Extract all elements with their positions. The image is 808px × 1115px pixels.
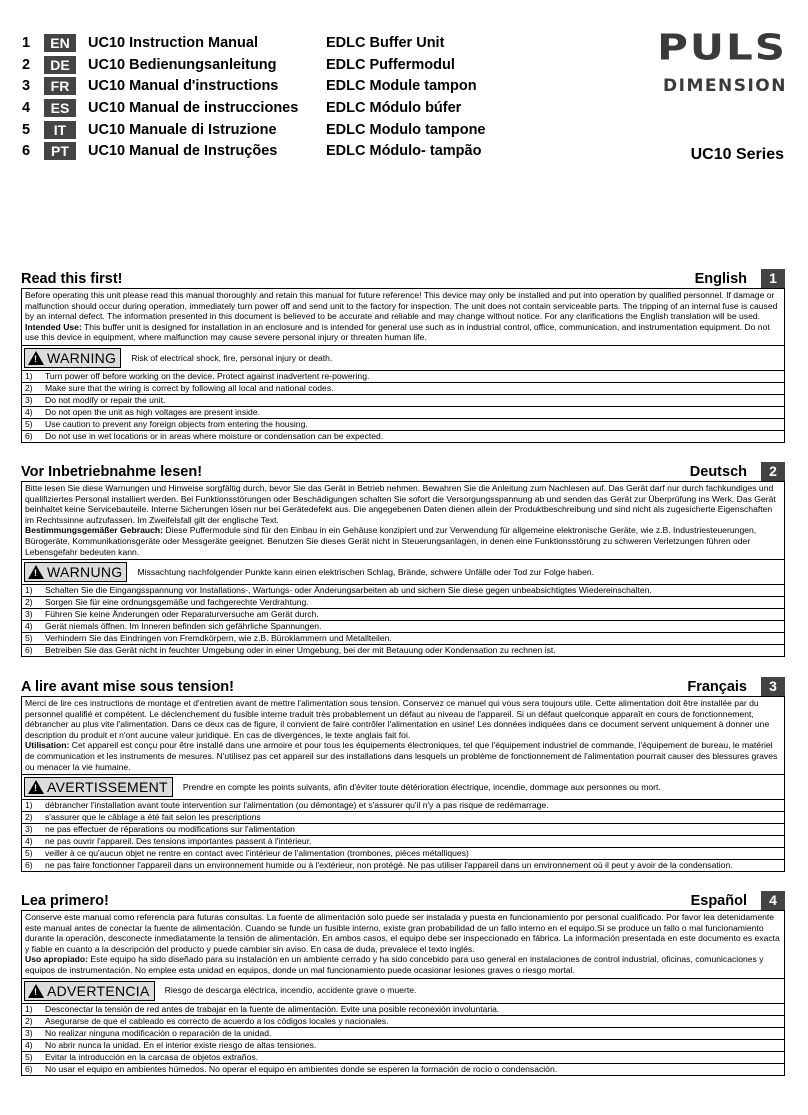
list-item-number: 2): [25, 1015, 33, 1026]
section-title: Read this first!: [21, 271, 123, 287]
list-item-text: Turn power off before working on the device. Protect against inadvertent re-powering.: [45, 370, 370, 381]
language-code-badge: IT: [44, 121, 76, 139]
list-item-text: No usar el equipo en ambientes húmedos. No operar el equipo en ambientes donde se esperen la formación de rocío o condensación.: [45, 1063, 558, 1074]
section-number-badge: 3: [761, 677, 785, 696]
list-item-text: Schalten Sie die Eingangsspannung vor Installations-, Wartungs- oder Änderungsarbeiten ab und sichern Sie diese gegen unbeabsichtigtes Wiedereinschalten.: [45, 585, 652, 596]
list-item-number: 2): [25, 597, 33, 608]
manual-title: UC10 Bedienungsanleitung: [88, 56, 277, 73]
warning-text: Missachtung nachfolgender Punkte kann einen elektrischen Schlag, Brände, schwere Unfälle oder Tod zur Folge haben.: [137, 566, 595, 577]
list-item-number: 1): [25, 1003, 33, 1014]
section-language: Español: [690, 893, 747, 909]
warning-row: [22, 560, 784, 585]
warning-box: [24, 981, 155, 1001]
warning-box: [24, 777, 173, 797]
list-item: [22, 848, 784, 860]
language-code-badge: FR: [44, 77, 76, 95]
list-item: [22, 860, 784, 871]
list-item-number: 2): [25, 382, 33, 393]
list-item-text: Gerät niemals öffnen. Im Inneren befinden sich gefährliche Spannungen.: [45, 621, 322, 632]
list-item-text: Do not use in wet locations or in areas where moisture or condensation can be expected.: [45, 430, 384, 441]
list-item-text: Betreiben Sie das Gerät nicht in feuchter Umgebung oder in einer Umgebung, bei der mit Betauung oder Kondensation zu rechnen ist.: [45, 645, 556, 656]
list-item-text: Verhindern Sie das Eindringen von Fremdkörpern, wie z.B. Büroklammern und Metallteilen.: [45, 633, 392, 644]
section-language: Français: [687, 679, 747, 695]
list-item-text: veiller à ce qu'aucun objet ne rentre en contact avec l'intérieur de l'alimentation (trombones, pièces métalliques): [45, 848, 469, 859]
list-item-text: Desconectar la tensión de red antes de trabajar en la fuente de alimentación. Evite una posible reconexión involuntaria.: [45, 1003, 500, 1014]
language-number: 6: [22, 143, 31, 160]
list-item: [22, 609, 784, 621]
manual-title: UC10 Manual d'instructions: [88, 78, 279, 95]
section-deutsch: [21, 461, 785, 657]
list-item: [22, 1064, 784, 1075]
language-row-en: [22, 32, 502, 54]
list-item: [22, 383, 784, 395]
intended-use-label: Intended Use:: [25, 321, 82, 332]
list-item-text: Sorgen Sie für eine ordnungsgemäße und fachgerechte Verdrahtung.: [45, 597, 309, 608]
section-header: [21, 676, 785, 697]
section-number-badge: 4: [761, 891, 785, 910]
warning-text: Riesgo de descarga eléctrica, incendio, accidente grave o muerte.: [164, 985, 417, 996]
list-item-text: Make sure that the wiring is correct by following all local and national codes.: [45, 382, 334, 393]
section-body: [21, 289, 785, 443]
intended-use-label: Bestimmungsgemäßer Gebrauch:: [25, 525, 164, 536]
list-item-number: 3): [25, 1027, 33, 1038]
series-label: UC10 Series: [690, 146, 784, 163]
intended-use-text: This buffer unit is designed for installation in an enclosure and is intended for general use such as in industrial control, office, communication, and instrumentation equipment. Do not use this device in equipment, where malfunction may cause severe personal injury or threaten human life.: [25, 321, 770, 343]
warning-box: [24, 348, 121, 368]
intro-text-block: [22, 482, 784, 560]
section-language: Deutsch: [689, 464, 747, 480]
language-code-badge: EN: [44, 34, 76, 52]
section-number-badge: 1: [761, 269, 785, 288]
language-number: 5: [22, 121, 31, 138]
logo-subtitle: DIMENSION: [663, 76, 787, 96]
list-item: [22, 621, 784, 633]
language-code-badge: DE: [44, 56, 76, 74]
warning-triangle-icon: !: [28, 984, 44, 998]
manual-title: UC10 Instruction Manual: [88, 34, 258, 51]
list-item: [22, 1028, 784, 1040]
warning-triangle-icon: !: [28, 780, 44, 794]
warning-label: ADVERTENCIA: [47, 982, 150, 999]
product-name: EDLC Puffermodul: [326, 56, 455, 73]
warning-label: WARNUNG: [47, 564, 123, 581]
list-item-number: 1): [25, 800, 33, 811]
intended-use-label: Uso apropiado:: [25, 954, 89, 965]
language-code-badge: ES: [44, 99, 76, 117]
manual-title: UC10 Manuale di Istruzione: [88, 121, 277, 138]
warning-box: [24, 562, 127, 582]
section-francais: [21, 676, 785, 872]
list-item-number: 4): [25, 836, 33, 847]
warning-label: WARNING: [47, 349, 117, 366]
brand-logo: [632, 28, 787, 96]
intended-use-paragraph: [25, 525, 781, 557]
list-item-number: 2): [25, 812, 33, 823]
intro-paragraph: Conserve este manual como referencia para futuras consultas. La fuente de alimentación solo puede ser instalada y puesta en funcionamiento por personal cualificado. Por favor lea detenidamente este manual antes de conectar la fuente de alimentación. Cuando se funde un fusible interno, existe gran probabilidad de un fallo interno en el equipo.Si se produce un fallo o mal funcionamiento durante la operación, desconecte inmediatamente la tensión de alimentación. En ambos casos, el equipo debe ser inspeccionado en fábrica. La información presentada en este documento es exacta y fiable en cuanto a la descripción del producto y puede cambiar sin aviso. En casa de duda, prevalece el texto inglés.: [25, 912, 780, 954]
section-title: Vor Inbetriebnahme lesen!: [21, 464, 203, 480]
intro-text-block: [22, 289, 784, 346]
warning-text: Risk of electrical shock, fire, personal injury or death.: [131, 352, 333, 363]
section-espanol: [21, 890, 785, 1076]
list-item-number: 6): [25, 1063, 33, 1074]
list-item: [22, 371, 784, 383]
list-item: [22, 1004, 784, 1016]
list-item-text: No abrir nunca la unidad. En el interior existe riesgo de altas tensiones.: [45, 1039, 317, 1050]
list-item-number: 4): [25, 621, 33, 632]
list-item-number: 5): [25, 633, 33, 644]
warning-row: [22, 346, 784, 371]
section-header: [21, 268, 785, 289]
section-english: [21, 268, 785, 443]
intro-text-block: [22, 697, 784, 775]
list-item: [22, 633, 784, 645]
warning-label: AVERTISSEMENT: [47, 779, 168, 796]
manual-title: UC10 Manual de instrucciones: [88, 99, 299, 116]
intended-use-paragraph: [25, 740, 781, 772]
list-item-number: 5): [25, 1051, 33, 1062]
section-title: Lea primero!: [21, 893, 109, 909]
list-item-text: Do not modify or repair the unit.: [45, 394, 166, 405]
list-item-number: 6): [25, 430, 33, 441]
intended-use-text: Este equipo ha sido diseñado para su instalación en un ambiente cerrado y ha sido concebido para uso general en instalaciones de control industrial, oficinas, comunicaciones y equipos de instrumentación. No emplee esta unidad en equipos, donde un mal funcionamiento puede ocasionar lesiones graves o riesgo mortal.: [25, 954, 764, 975]
language-row-es: [22, 97, 502, 119]
intended-use-paragraph: [25, 954, 781, 975]
list-item-number: 1): [25, 370, 33, 381]
list-item: [22, 824, 784, 836]
logo-wordmark: PULS: [657, 26, 787, 68]
intended-use-text: Cet appareil est conçu pour être installé dans une armoire et pour tous les équipements électroniques, tel que l'équipement industriel de commande, l'équipement de bureau, le matériel de communication et les instruments de mesures. N'utilisez pas cet appareil sur des installations dans lesquels un problème de fonctionnement de l'alimentation pourrait causer des blessures graves ou menacer la vie humaine.: [25, 740, 778, 772]
language-index: [22, 32, 502, 162]
list-item: [22, 645, 784, 656]
list-item-text: ne pas faire fonctionner l'appareil dans un environnement humide ou à l'extérieur, non protégé. Ne pas utiliser l'appareil dans un environnement où il peut y avoir de la condensation.: [45, 860, 733, 871]
product-name: EDLC Módulo búfer: [326, 99, 462, 116]
section-header: [21, 461, 785, 482]
list-item-text: Führen Sie keine Änderungen oder Reparaturversuche am Gerät durch.: [45, 609, 319, 620]
product-name: EDLC Modulo tampone: [326, 121, 486, 138]
list-item: [22, 395, 784, 407]
section-body: [21, 911, 785, 1076]
list-item: [22, 431, 784, 442]
list-item-text: Do not open the unit as high voltages are present inside.: [45, 406, 260, 417]
section-language: English: [694, 271, 747, 287]
list-item-number: 1): [25, 585, 33, 596]
list-item-number: 3): [25, 394, 33, 405]
list-item-number: 4): [25, 1039, 33, 1050]
list-item: [22, 419, 784, 431]
intro-paragraph: Before operating this unit please read this manual thoroughly and retain this manual for future reference! This device may only be installed and put into operation by qualified personnel. If damage or malfunction should occur during operation, immediately turn power off and send unit to the factory for inspection. The unit does not contain serviceable parts. The tripping of an internal fuse is caused by an internal defect. The information presented in this document is believed to be accurate and reliable and may change without notice. For any clarifications the English translation will be used.: [25, 290, 778, 322]
intended-use-text: Diese Puffermodule sind für den Einbau in ein Gehäuse konzipiert und zur Verwendung für allgemeine elektronische Geräte, wie z.B. Industriesteuerungen, Bürogeräte, Kommunikationsgeräte oder Messgeräte geeignet. Benutzen Sie dieses Gerät nicht in Steuerungsanlagen, in denen eine Funktionsstörung zu schweren Verletzungen führen oder Lebensgefahr bedeuten kann.: [25, 525, 757, 557]
list-item-text: débrancher l'installation avant toute intervention sur l'alimentation (ou démontage) et s'assurer qu'il n'y a pas risque de redémarrage.: [45, 800, 549, 811]
warning-text: Prendre en compte les points suivants, afin d'éviter toute détérioration électrique, incendie, dommage aux personnes ou mort.: [182, 781, 661, 792]
list-item-text: Evitar la introducción en la carcasa de objetos extraños.: [45, 1051, 259, 1062]
intro-paragraph: Bitte lesen Sie diese Warnungen und Hinweise sorgfältig durch, bevor Sie das Gerät in Betrieb nehmen. Bewahren Sie die Anleitung zum Nachlesen auf. Das Gerät darf nur durch fachkundiges und qualifiziertes Personal installiert werden. Bei Funktionsstörungen oder Beschädigungen schalten Sie sofort die Versorgungsspannung ab und senden das Gerät zur Überprüfung ins Werk. Das Gerät beinhaltet keine Servicebauteile. Interne Sicherungen lösen nur bei Gerätedefekt aus. Die angegebenen Daten dienen allein der Produktbeschreibung und sind nicht als zugesicherte Eigenschaften im Rechtssinne aufzufassen. Im Zweifelsfall gilt der englische Text.: [25, 483, 776, 525]
list-item-number: 3): [25, 824, 33, 835]
list-item-text: Use caution to prevent any foreign objects from entering the housing.: [45, 418, 308, 429]
list-item: [22, 812, 784, 824]
list-item-number: 6): [25, 645, 33, 656]
product-name: EDLC Buffer Unit: [326, 34, 445, 51]
list-item-number: 4): [25, 406, 33, 417]
language-number: 2: [22, 56, 31, 73]
section-header: [21, 890, 785, 911]
list-item-number: 6): [25, 860, 33, 871]
section-body: [21, 697, 785, 872]
language-row-it: [22, 119, 502, 141]
list-item: [22, 800, 784, 812]
language-number: 4: [22, 99, 31, 116]
language-number: 1: [22, 34, 31, 51]
list-item: [22, 407, 784, 419]
language-row-de: [22, 54, 502, 76]
intro-text-block: [22, 911, 784, 979]
intended-use-paragraph: [25, 322, 781, 343]
warning-row: [22, 979, 784, 1004]
language-row-pt: [22, 140, 502, 162]
list-item-text: No realizar ninguna modificación o reparación de la unidad.: [45, 1027, 272, 1038]
list-item-number: 5): [25, 848, 33, 859]
language-row-fr: [22, 75, 502, 97]
warning-triangle-icon: !: [28, 565, 44, 579]
intended-use-label: Utilisation:: [25, 740, 70, 751]
section-body: [21, 482, 785, 657]
list-item: [22, 1052, 784, 1064]
list-item: [22, 597, 784, 609]
list-item-text: s'assurer que le câblage a été fait selon les prescriptions: [45, 812, 261, 823]
language-code-badge: PT: [44, 142, 76, 160]
list-item: [22, 1016, 784, 1028]
list-item-number: 3): [25, 609, 33, 620]
intro-paragraph: Merci de lire ces instructions de montage et d'entretien avant de mettre l'alimentation sous tension. Conservez ce manuel qui vous sera toujours utile. Cette alimentation doit être installée par du personnel qualifié et compétent. Le déclenchement du fusible interne traduit très probablement un défaut au niveau de l'appareil. Si un défaut quelconque apparaît en cours de fonctionnement, débrancher au plus vite l'alimentation. Dans ce deux cas de figure, il convient de faire contrôler l'alimentation en usine! Les données indiquées dans ce document servent uniquement à donner une description du produit et n'ont aucune valeur juridique. En cas de divergences, le texte anglais fait foi.: [25, 698, 770, 740]
list-item: [22, 836, 784, 848]
language-number: 3: [22, 78, 31, 95]
warning-triangle-icon: !: [28, 351, 44, 365]
list-item-text: ne pas effectuer de réparations ou modifications sur l'alimentation: [45, 824, 295, 835]
section-number-badge: 2: [761, 462, 785, 481]
product-name: EDLC Módulo- tampão: [326, 143, 482, 160]
list-item-text: Asegurarse de que el cableado es correcto de acuerdo a los códigos locales y nacionales.: [45, 1015, 389, 1026]
section-title: A lire avant mise sous tension!: [21, 679, 234, 695]
product-name: EDLC Module tampon: [326, 78, 477, 95]
list-item: [22, 585, 784, 597]
list-item: [22, 1040, 784, 1052]
manual-title: UC10 Manual de Instruções: [88, 143, 278, 160]
list-item-number: 5): [25, 418, 33, 429]
list-item-text: ne pas ouvrir l'appareil. Des tensions importantes passent à l'intérieur.: [45, 836, 312, 847]
warning-row: [22, 775, 784, 800]
